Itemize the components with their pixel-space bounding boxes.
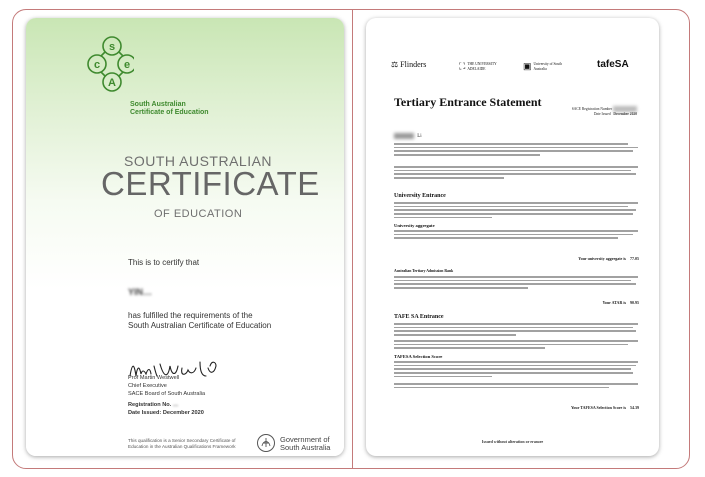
logo-letter-a: A bbox=[108, 77, 116, 89]
registration-row bbox=[128, 401, 205, 409]
title-line-2: CERTIFICATE bbox=[101, 165, 320, 202]
government-text bbox=[280, 436, 330, 452]
fulfilled-text bbox=[128, 311, 328, 331]
signer-block bbox=[128, 374, 205, 417]
issued-footer: Issued without alteration or erasure bbox=[481, 439, 544, 444]
student-name-blurred bbox=[394, 133, 414, 139]
university-aggregate-paragraph bbox=[394, 230, 638, 241]
registration-value: … bbox=[172, 402, 179, 408]
gov-line-2: South Australia bbox=[280, 443, 331, 452]
heading-tafe-score: TAFESA Selection Score bbox=[394, 354, 443, 359]
date-issued-row bbox=[572, 112, 637, 117]
signer-org: SACE Board of South Australia bbox=[128, 391, 206, 397]
intro-paragraph-2 bbox=[394, 166, 638, 181]
statement-meta bbox=[572, 106, 637, 117]
signer-role: Chief Executive bbox=[128, 383, 167, 389]
student-name-row bbox=[394, 133, 422, 139]
footnote-line-2: Education in the Australian Qualifications Framework bbox=[128, 444, 236, 449]
atar-value: 90.95 bbox=[630, 300, 639, 305]
brand-line-2: Certificate of Education bbox=[130, 109, 209, 116]
page-divider bbox=[352, 9, 353, 469]
heading-tafe-entrance: TAFE SA Entrance bbox=[394, 314, 444, 320]
logo-letter-c: c bbox=[93, 59, 101, 71]
heading-atar: Australian Tertiary Admission Rank bbox=[394, 269, 454, 273]
fulfilled-line-1: has fulfilled the requirements of the bbox=[128, 311, 253, 320]
heading-university-entrance: University Entrance bbox=[394, 193, 446, 199]
atar-paragraph bbox=[394, 276, 638, 291]
intro-paragraph bbox=[394, 143, 638, 158]
fulfilled-line-2: South Australian Certificate of Education bbox=[128, 321, 272, 330]
tertiary-entrance-statement bbox=[366, 18, 659, 456]
university-aggregate-row bbox=[578, 256, 639, 261]
brand-name bbox=[130, 101, 209, 117]
sace-certificate bbox=[26, 18, 344, 456]
certify-text: This is to certify that bbox=[128, 258, 200, 267]
student-name: Li bbox=[417, 134, 422, 140]
tafe-score-row bbox=[571, 405, 639, 410]
sace-reg-label: SACE Registration Number bbox=[571, 106, 613, 111]
statement-title: Tertiary Entrance Statement bbox=[394, 95, 542, 109]
title-line-1: SOUTH AUSTRALIAN bbox=[124, 153, 273, 169]
date-issued-label: Date Issued bbox=[593, 112, 611, 116]
brand-line-1: South Australian bbox=[130, 101, 186, 108]
adelaide-logo-text: THE UNIVERSITY ADELAIDE bbox=[467, 62, 497, 71]
aqf-footnote bbox=[128, 438, 248, 450]
flinders-logo: ⚖ Flinders bbox=[391, 60, 427, 69]
signer-name: Prof Martin Westwell bbox=[128, 375, 180, 381]
footnote-line-1: This qualification is a Senior Secondary Certificate of bbox=[128, 438, 236, 443]
tafe-score-paragraph bbox=[394, 361, 638, 379]
sace-logo bbox=[78, 32, 134, 102]
gov-line-1: Government of bbox=[280, 435, 330, 444]
atar-label: Your ATAR is bbox=[602, 300, 626, 305]
flinders-logo-text: Flinders bbox=[400, 60, 427, 69]
tafe-score-paragraph-2 bbox=[394, 383, 638, 390]
university-aggregate-label: Your university aggregate is bbox=[578, 256, 626, 261]
date-issued-value: December 2020 bbox=[613, 112, 637, 116]
atar-row bbox=[602, 300, 639, 305]
tafe-score-label: Your TAFESA Selection Score is bbox=[570, 405, 626, 410]
tafe-score-value: 54.39 bbox=[630, 405, 639, 410]
title-line-3: OF EDUCATION bbox=[154, 208, 243, 220]
unisa-logo-text: University of South Australia bbox=[533, 62, 562, 71]
tafesa-logo: tafeSA bbox=[597, 59, 629, 70]
logo-letter-s: s bbox=[108, 41, 116, 53]
tafe-paragraph-1 bbox=[394, 323, 638, 338]
recipient-name: YIN… bbox=[128, 287, 153, 297]
government-crest-icon bbox=[256, 432, 276, 454]
university-aggregate-value: 77.05 bbox=[630, 256, 639, 261]
unisa-logo: ▣ University of South Australia bbox=[523, 61, 562, 71]
registration-label: Registration No. bbox=[128, 402, 172, 408]
date-issued: Date Issued: December 2020 bbox=[128, 410, 204, 416]
sace-reg-blurred bbox=[613, 106, 637, 112]
university-logos bbox=[391, 60, 641, 80]
university-entrance-paragraph bbox=[394, 202, 638, 220]
adelaide-logo: ⛶ THE UNIVERSITY ADELAIDE bbox=[459, 61, 497, 71]
heading-university-aggregate: University aggregate bbox=[394, 223, 435, 228]
tafe-paragraph-2 bbox=[394, 340, 638, 351]
logo-letter-e: e bbox=[123, 59, 131, 71]
